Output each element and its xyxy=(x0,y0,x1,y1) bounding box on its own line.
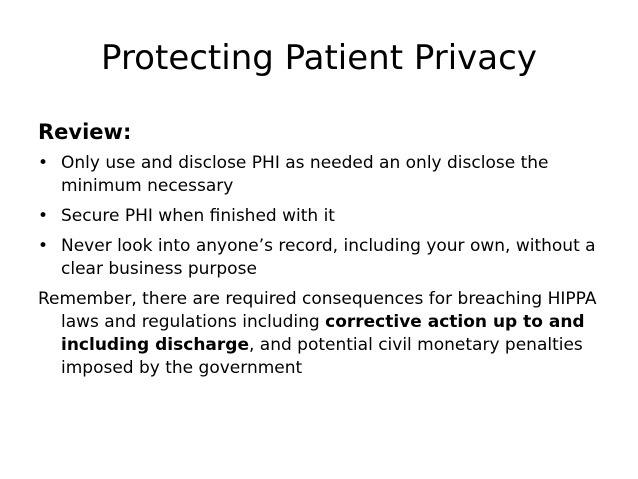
slide-title: Protecting Patient Privacy xyxy=(101,38,537,78)
review-heading: Review: xyxy=(38,120,132,144)
bullet-item xyxy=(38,205,608,228)
bullet-list xyxy=(38,152,608,281)
remember-lead-text: Remember, there are required consequences for breaching HIPPA laws and regulations including xyxy=(38,289,597,332)
bullet-text: Never look into anyone’s record, including your own, without a clear business purpose xyxy=(61,236,596,279)
slide-body xyxy=(38,118,608,380)
remember-paragraph xyxy=(38,288,608,380)
bullet-text: Only use and disclose PHI as needed an only disclose the minimum necessary xyxy=(61,153,549,196)
bullet-item xyxy=(38,152,608,198)
remember-bold-text: corrective action up to and including discharge xyxy=(61,312,585,355)
bullet-icon: • xyxy=(38,236,49,256)
bullet-item xyxy=(38,235,608,281)
bullet-icon: • xyxy=(38,206,49,226)
bullet-text: Secure PHI when finished with it xyxy=(61,206,335,226)
bullet-icon: • xyxy=(38,153,49,173)
remember-tail-text: , and potential civil monetary penalties imposed by the government xyxy=(61,335,583,378)
